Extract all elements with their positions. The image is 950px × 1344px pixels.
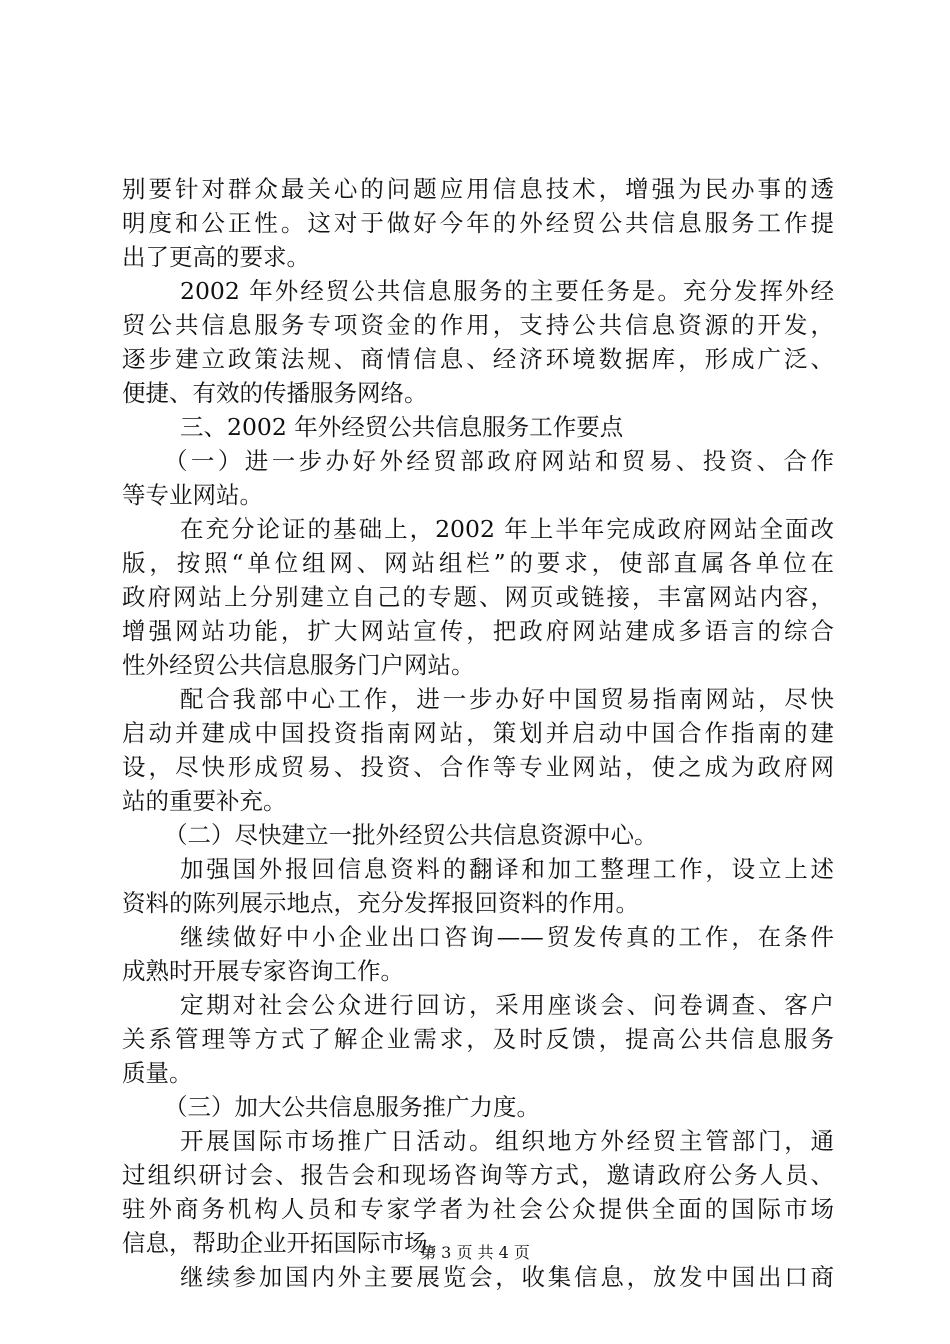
text-line: 出了更高的要求。 [122, 243, 310, 271]
text-line: 定期对社会公众进行回访，采用座谈会、问卷调查、客户 [180, 991, 834, 1019]
text-line: 关系管理等方式了解企业需求，及时反馈，提高公共信息服务 [122, 1025, 834, 1053]
text-line: 继续参加国内外主要展览会，收集信息，放发中国出口商 [180, 1263, 834, 1291]
text-line: 别要针对群众最关心的问题应用信息技术，增强为民办事的透 [122, 175, 834, 203]
text-line: 三、2002 年外经贸公共信息服务工作要点 [180, 413, 624, 441]
text-line: 质量。 [122, 1059, 193, 1087]
text-line: 资料的陈列展示地点，充分发挥报回资料的作用。 [122, 889, 639, 917]
text-line: 开展国际市场推广日活动。组织地方外经贸主管部门，通 [180, 1127, 834, 1155]
text-line: 等专业网站。 [122, 481, 263, 509]
text-line: 加强国外报回信息资料的翻译和加工整理工作，设立上述 [180, 855, 834, 883]
text-line: 信息，帮助企业开拓国际市场。 [122, 1229, 451, 1257]
text-line: 版，按照“单位组网、网站组栏”的要求，使部直属各单位在 [122, 549, 834, 577]
text-line: 配合我部中心工作，进一步办好中国贸易指南网站，尽快 [180, 685, 834, 713]
text-line: 启动并建成中国投资指南网站，策划并启动中国合作指南的建 [122, 719, 834, 747]
text-line: 驻外商务机构人员和专家学者为社会公众提供全面的国际市场 [122, 1195, 834, 1223]
text-line: 性外经贸公共信息服务门户网站。 [122, 651, 475, 679]
text-line: 逐步建立政策法规、商情信息、经济环境数据库，形成广泛、 [122, 345, 834, 373]
text-line: 继续做好中小企业出口咨询——贸发传真的工作，在条件 [180, 923, 834, 951]
text-line: 设，尽快形成贸易、投资、合作等专业网站，使之成为政府网 [122, 753, 834, 781]
text-line: 便捷、有效的传播服务网络。 [122, 379, 428, 407]
text-line: 过组织研讨会、报告会和现场咨询等方式，邀请政府公务人员、 [122, 1161, 834, 1189]
document-body [122, 172, 834, 1294]
text-line: 贸公共信息服务专项资金的作用，支持公共信息资源的开发， [122, 311, 834, 339]
text-line: （三）加大公共信息服务推广力度。 [164, 1093, 540, 1121]
text-line: 站的重要补充。 [122, 787, 287, 815]
text-line: （一）进一步办好外经贸部政府网站和贸易、投资、合作 [164, 447, 834, 475]
page-footer: 第 3 页 共 4 页 [420, 1243, 530, 1262]
text-line: （二）尽快建立一批外经贸公共信息资源中心。 [164, 821, 658, 849]
text-line: 成熟时开展专家咨询工作。 [122, 957, 404, 985]
text-line: 在充分论证的基础上，2002 年上半年完成政府网站全面改 [180, 515, 834, 543]
text-line: 增强网站功能，扩大网站宣传，把政府网站建成多语言的综合 [122, 617, 834, 645]
text-line: 2002 年外经贸公共信息服务的主要任务是。充分发挥外经 [180, 277, 834, 305]
text-line: 政府网站上分别建立自己的专题、网页或链接，丰富网站内容， [122, 583, 834, 611]
text-line: 明度和公正性。这对于做好今年的外经贸公共信息服务工作提 [122, 209, 834, 237]
